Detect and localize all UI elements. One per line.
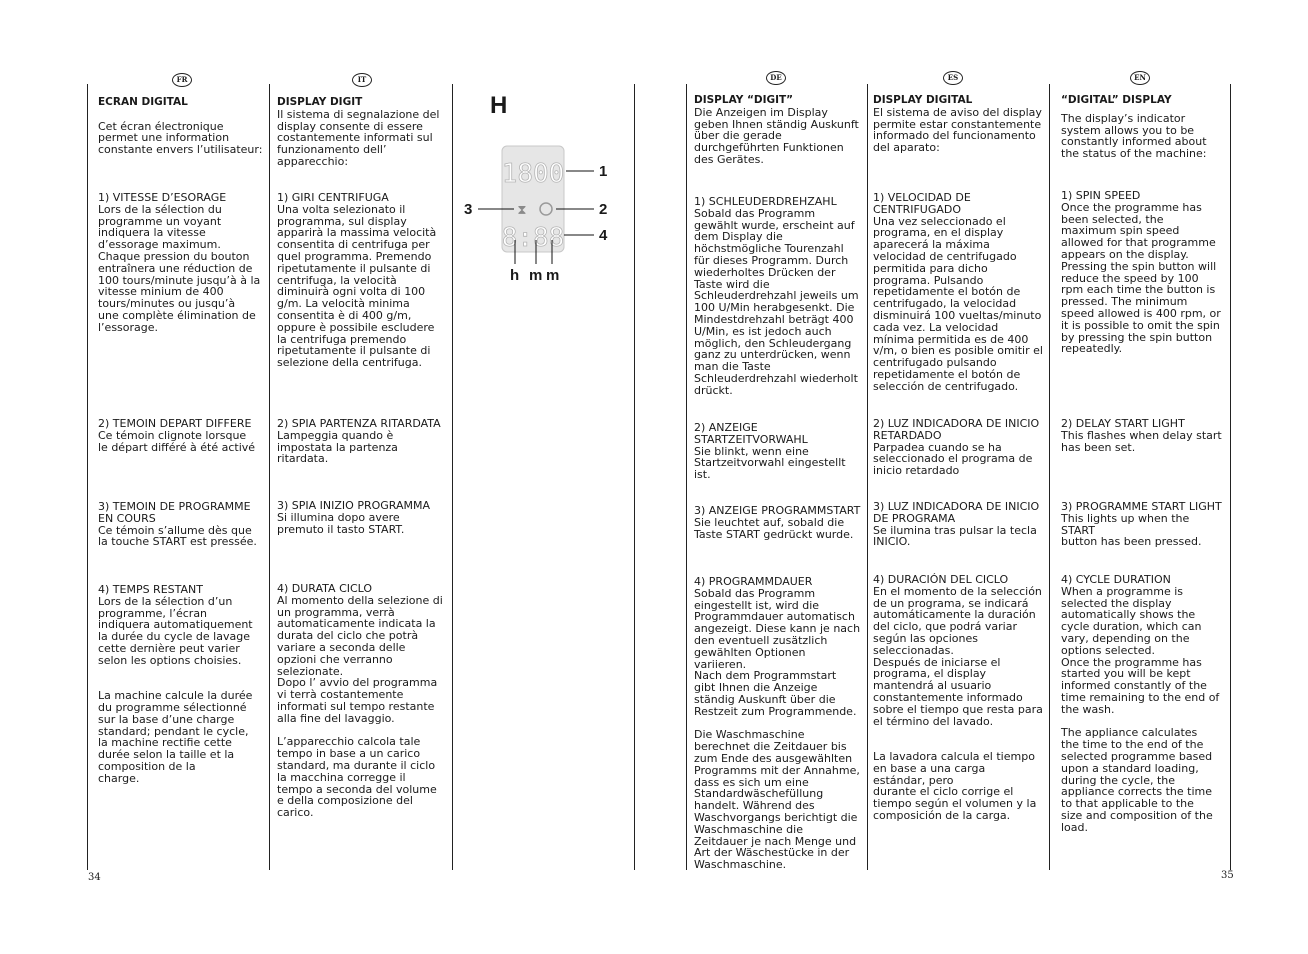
paragraph: 2) ANZEIGE STARTZEITVORWAHL Sie blinkt, wenn eine Startzeitvorwahl eingestellt ist. — [694, 421, 846, 482]
callout-2: 2 — [599, 201, 608, 218]
column-es-item-4 — [873, 574, 1045, 822]
paragraph: 1) SPIN SPEED Once the programme has been selected, the maximum spin speed allowed for that programme appears on the display. Pressing the spin button will reduce the speed by 100 rpm each time the button is pressed. The minimum speed allowed is 400 rpm, or it is possible to omit the spin by pressing the spin button repeatedly. — [1061, 189, 1221, 356]
column-fr-item-3 — [98, 501, 263, 548]
column-rule — [87, 84, 88, 870]
column-es-item-1 — [873, 192, 1045, 393]
paragraph: 4) DURATA CICLO Al momento della selezione di un programma, verrà automaticamente indicata la durata del ciclo che potrà variare a seconda delle opzioni che verranno selezionate. Dopo l’ avvio del programma vi terrà costantemente informati sul tempo restante alla fine del lavaggio. L’apparecchio calcola tale tempo in base a un carico standard, ma durante il ciclo la macchina corregge il tempo a seconda del volume e della composizione del carico. — [277, 582, 443, 820]
column-it — [277, 97, 447, 168]
language-badge-es: ES — [943, 71, 963, 85]
page-number-right: 35 — [1221, 870, 1234, 881]
column-es — [873, 95, 1045, 154]
column-fr — [98, 97, 263, 156]
figure-title: H — [490, 92, 508, 119]
callout-1: 1 — [599, 163, 608, 180]
paragraph: 1) VITESSE D’ESORAGE Lors de la sélection du programme un voyant indiquera la vitesse d’essorage maximum. Chaque pression du bouton entraînera une réduction de 100 tours/minute jusqu’à à la vitesse minium de 400 tours/minutes ou jusqu’à une complète élimination de l’essorage. — [98, 191, 261, 334]
column-de-item-4 — [694, 576, 864, 871]
column-en-item-1 — [1061, 190, 1226, 355]
column-en-item-3 — [1061, 501, 1226, 548]
column-fr-item-2 — [98, 418, 263, 453]
paragraph: Cet écran électronique permet une information constante envers l’utilisateur: — [98, 119, 263, 157]
paragraph: 4) DURACIÓN DEL CICLO En el momento de la selección de un programa, se indicará automáticamente la duración del ciclo, que podrá variar según las opciones seleccionadas. Después de iniciarse el programa, el display mantendrá al usuario constantemente informado sobre el tiempo que resta para el término del lavado. La lavadora calcula el tiempo en base a una carga estándar, pero durante el ciclo corrige el tiempo según el volumen y la composición de la carga. — [873, 573, 1043, 822]
column-rule — [686, 84, 687, 870]
paragraph: 1) SCHLEUDERDREHZAHL Sobald das Programm gewählt wurde, erscheint auf dem Display die höchstmögliche Tourenzahl für dieses Programm. Durch wiederholtes Drücken der Taste wird die Schleuderdrehzahl jeweils um 100 U/Min herabgesenkt. Die Mindestdrehzahl beträgt 400 U/Min, es ist jedoch auch möglich, den Schleudergang ganz zu unterdrücken, wenn man die Taste Schleuderdrehzahl wiederholt drückt. — [694, 195, 859, 397]
column-it-item-2 — [277, 418, 447, 465]
paragraph: 4) TEMPS RESTANT Lors de la sélection d’un programme, l’écran indiquera automatiquement la durée du cycle de lavage cette dernière peut varier selon les options choisies. La machine calcule la durée du programme sélectionné sur la base d’une charge standard; pendant le cycle, la machine rectifie cette durée selon la taille et la composition de la charge. — [98, 583, 253, 785]
paragraph: 2) LUZ INDICADORA DE INICIO RETARDADO Parpadea cuando se ha seleccionado el programa de inicio retardado — [873, 417, 1040, 478]
column-it-item-4 — [277, 583, 447, 819]
section-heading: “DIGITAL” DISPLAY — [1061, 94, 1172, 106]
unit-hours: h — [510, 267, 520, 284]
column-de-item-1 — [694, 196, 864, 397]
language-badge-en: EN — [1130, 71, 1150, 85]
column-de-item-3 — [694, 505, 864, 540]
display-remaining-time: 8:88 — [501, 223, 565, 253]
column-rule — [1049, 84, 1050, 870]
section-heading: DISPLAY “DIGIT” — [694, 94, 794, 106]
paragraph: 2) DELAY START LIGHT This flashes when delay start has been set. — [1061, 417, 1222, 454]
paragraph: 2) TEMOIN DEPART DIFFERE Ce témoin clignote lorsque le départ différé à été activé — [98, 417, 256, 454]
paragraph: 3) TEMOIN DE PROGRAMME EN COURS Ce témoin s’allume dès que la touche START est pressée. — [98, 500, 257, 549]
paragraph: 4) CYCLE DURATION When a programme is selected the display automatically shows the cycle duration, which can vary, depending on the options selected. Once the programme has started you will be kept informed constantly of the time remaining to the end of the wash. The appliance calculates the time to the end of the selected programme based upon a standard loading, during the cycle, the appliance corrects the time to that applicable to the size and composition of the load. — [1061, 573, 1220, 834]
column-it-item-1 — [277, 192, 447, 369]
paragraph: 2) SPIA PARTENZA RITARDATA Lampeggia quando è impostata la partenza ritardata. — [277, 417, 441, 466]
paragraph: 1) GIRI CENTRIFUGA Una volta selezionato il programma, sul display apparirà la massima velocità consentita di centrifuga per quel programma. Premendo ripetutamente il pulsante di centrifuga, la velocità diminuirà ogni volta di 100 g/m. La velocità minima consentita è di 400 g/m, oppure è possibile escludere la centrifuga premendo ripetutamente il pulsante di selezione della centrifuga. — [277, 191, 437, 370]
paragraph: 3) SPIA INIZIO PROGRAMMA Si illumina dopo avere premuto il tasto START. — [277, 499, 431, 536]
column-rule — [867, 84, 868, 870]
column-en — [1061, 95, 1226, 160]
page-number-left: 34 — [88, 872, 101, 883]
language-badge-fr: FR — [172, 73, 192, 87]
column-fr-item-1 — [98, 192, 263, 334]
unit-minutes: m — [529, 267, 543, 284]
paragraph: Il sistema di segnalazione del display consente di essere costantemente informati sul funzionamento dell’ apparecchio: — [277, 107, 440, 168]
column-fr-item-4 — [98, 584, 263, 785]
paragraph: The display’s indicator system allows you to be constantly informed about the status of the machine: — [1061, 111, 1207, 161]
language-badge-it: IT — [352, 73, 372, 87]
column-rule — [269, 84, 270, 870]
paragraph: 3) PROGRAMME START LIGHT This lights up when the START button has been pressed. — [1061, 500, 1222, 549]
column-en-item-2 — [1061, 418, 1226, 453]
display-spin-speed: 1800 — [501, 159, 565, 189]
column-de — [694, 95, 864, 166]
section-heading: DISPLAY DIGIT — [277, 96, 363, 108]
paragraph: 3) LUZ INDICADORA DE INICIO DE PROGRAMA Se ilumina tras pulsar la tecla INICIO. — [873, 500, 1040, 549]
paragraph: Die Anzeigen im Display geben Ihnen ständig Auskunft über die gerade durchgeführten Funktionen des Gerätes. — [694, 105, 859, 166]
column-de-item-2 — [694, 422, 864, 481]
section-heading: ECRAN DIGITAL — [98, 96, 188, 108]
column-it-item-3 — [277, 500, 447, 535]
callout-4: 4 — [599, 227, 608, 244]
column-en-item-4 — [1061, 574, 1226, 834]
column-rule — [452, 84, 453, 870]
callout-3: 3 — [464, 201, 473, 218]
column-rule — [634, 84, 635, 870]
paragraph: 1) VELOCIDAD DE CENTRIFUGADO Una vez seleccionado el programa, en el display aparecerá la máxima velocidad de centrifugado permitida para dicho programa. Pulsando repetidamente el botón de centrifugado, la velocidad disminuirá 100 vueltas/minuto cada vez. La velocidad mínima permitida es de 400 v/m, o bien es posible omitir el centrifugado pulsando repetidamente el botón de selección de centrifugado. — [873, 191, 1043, 393]
unit-minutes: m — [546, 267, 560, 284]
paragraph: 4) PROGRAMMDAUER Sobald das Programm eingestellt ist, wird die Programmdauer automatisch angezeigt. Diese kann je nach den eventuell zusätzlich gewählten Optionen variieren. Nach dem Programmstart gibt Ihnen die Anzeige ständig Auskunft über die Restzeit zum Programmende. Die Waschmaschine berechnet die Zeitdauer bis zum Ende des ausgewählten Programms mit der Annahme, dass es sich um eine Standardwäschefüllung handelt. Während des Waschvorgangs berichtigt die Waschmaschine die Zeitdauer je nach Menge und Art der Wäschestücke in der Waschmaschine. — [694, 575, 861, 872]
column-rule — [1230, 84, 1231, 870]
column-es-item-3 — [873, 501, 1045, 548]
section-heading: DISPLAY DIGITAL — [873, 94, 973, 106]
column-es-item-2 — [873, 418, 1045, 477]
hourglass-icon: ⧗ — [517, 203, 527, 218]
paragraph: El sistema de aviso del display permite estar constantemente informado del funcionamento del aparato: — [873, 105, 1042, 155]
language-badge-de: DE — [766, 71, 786, 85]
paragraph: 3) ANZEIGE PROGRAMMSTART Sie leuchtet auf, sobald die Taste START gedrückt wurde. — [694, 504, 861, 541]
